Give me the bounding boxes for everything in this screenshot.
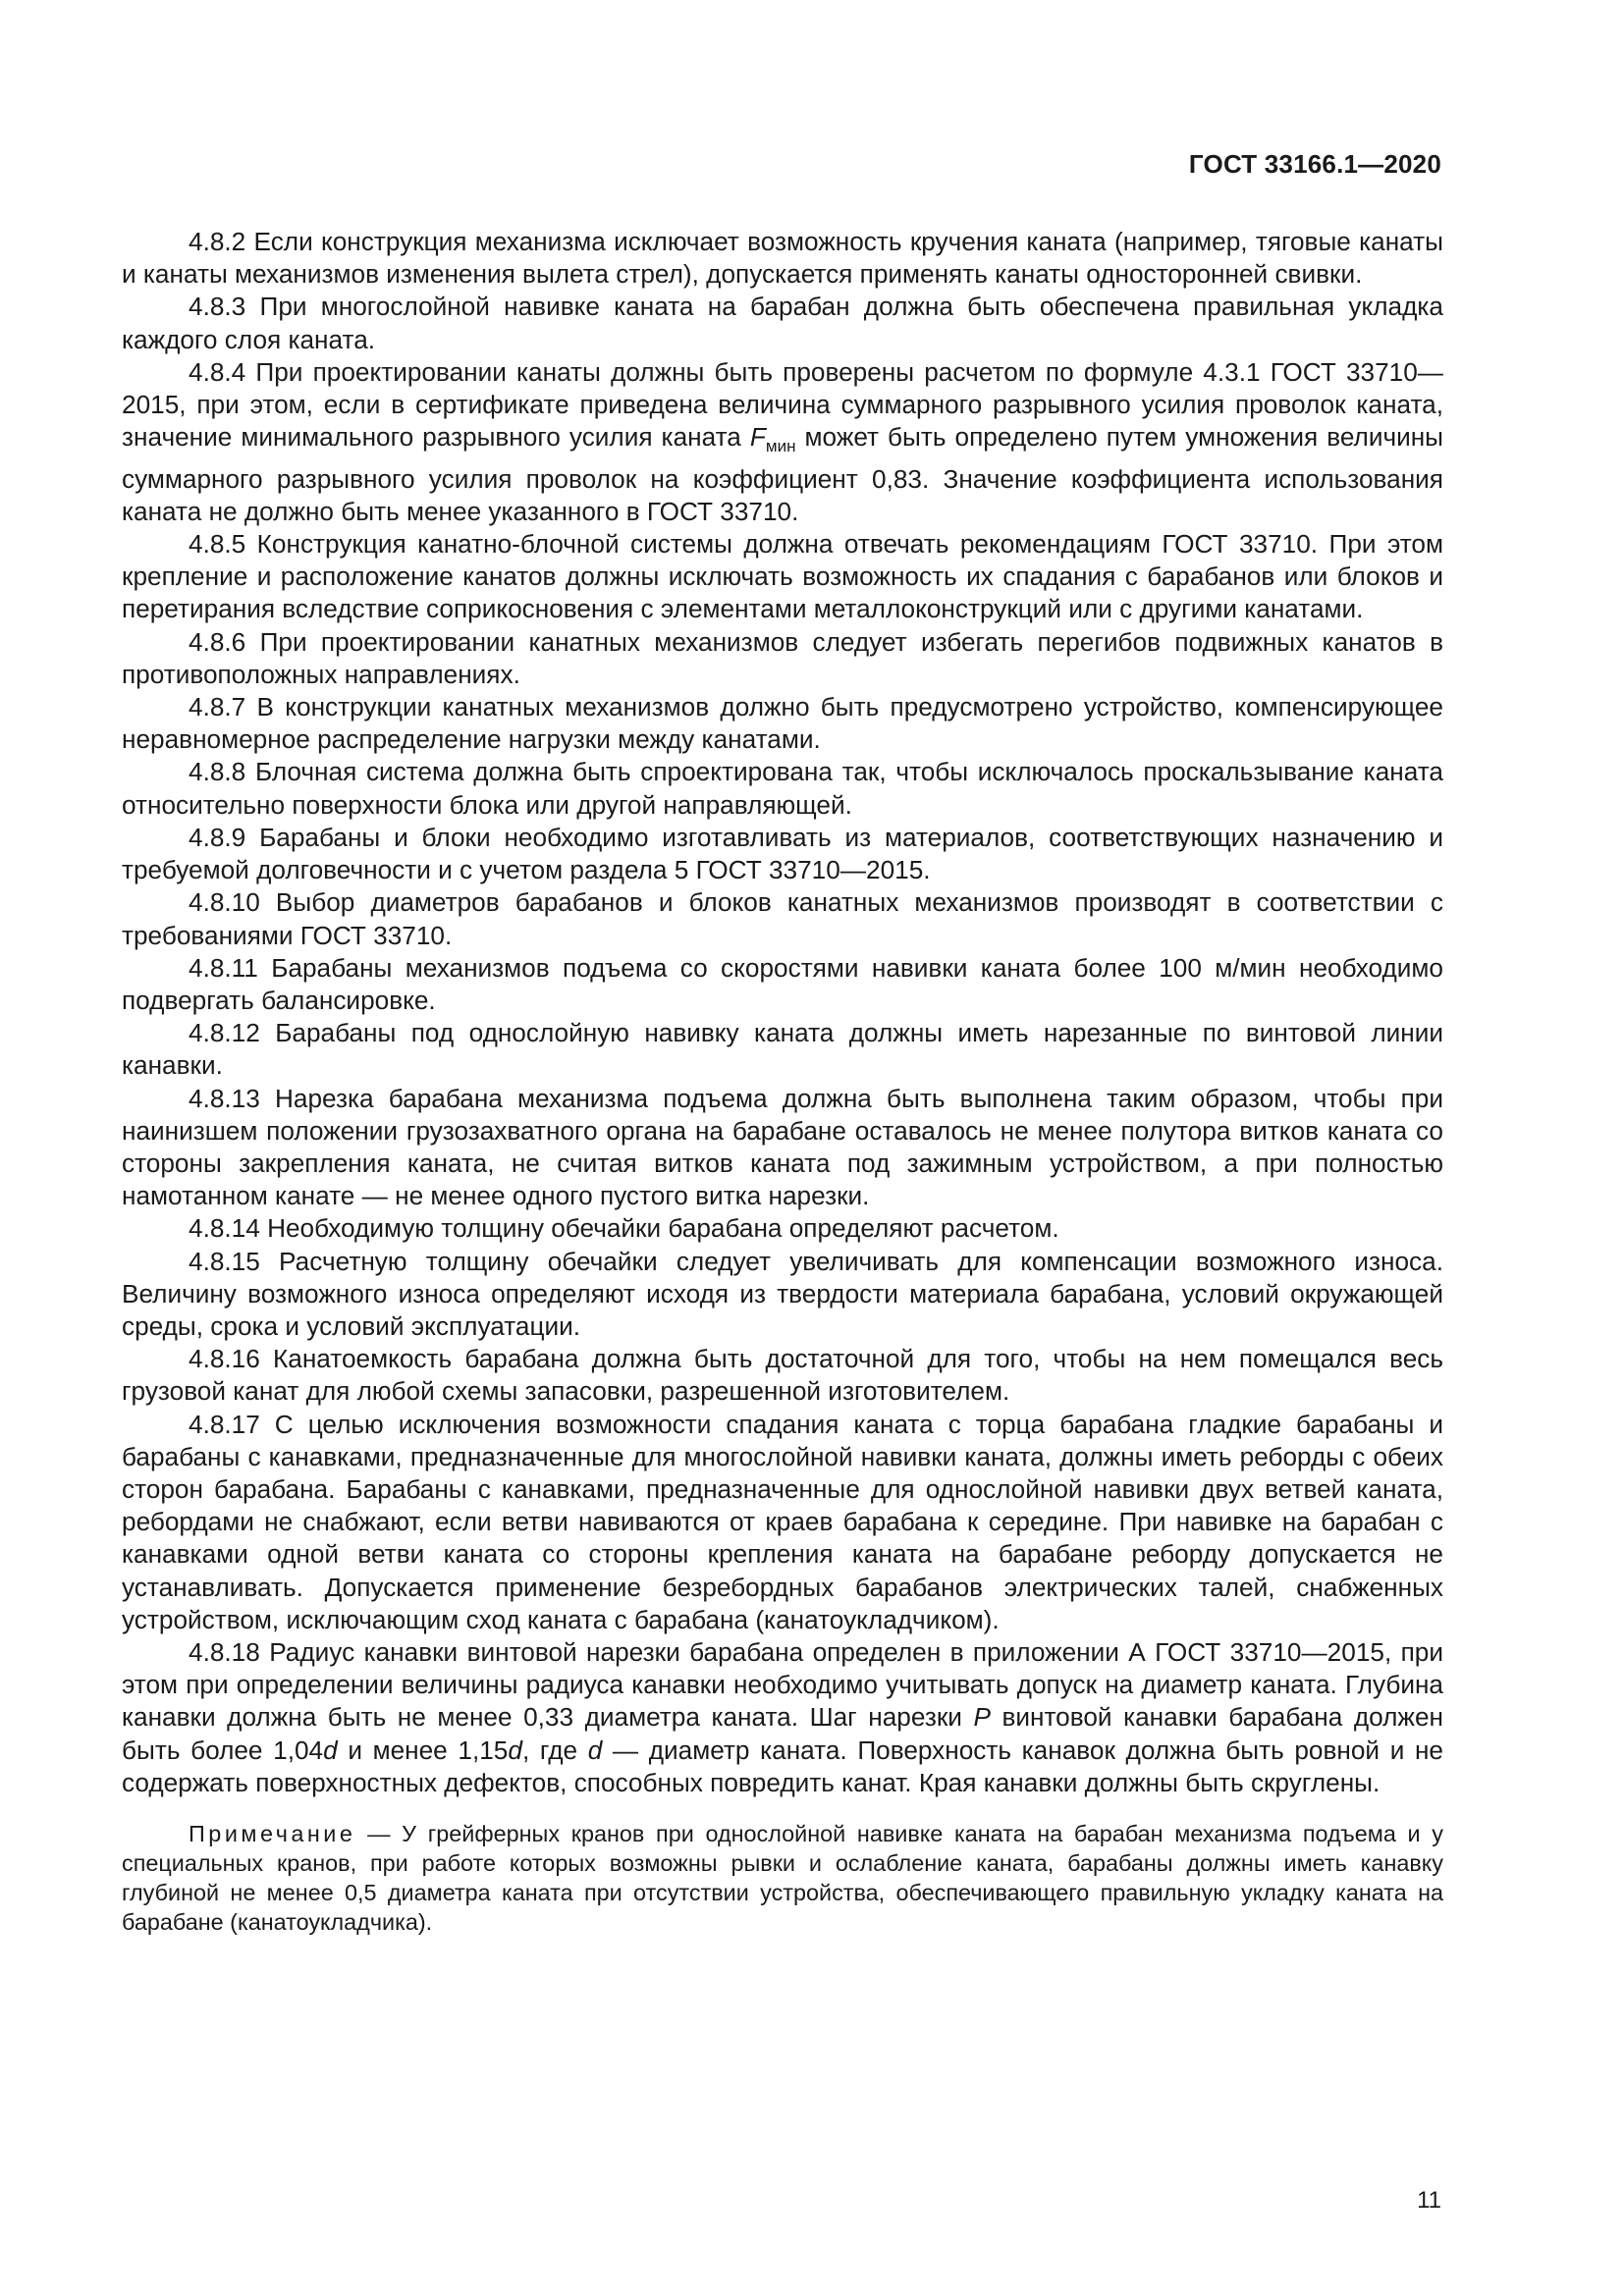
subscript-min: мин [765, 437, 796, 456]
symbol-p: P [973, 1702, 991, 1733]
clause-4-8-18-text-1: 4.8.18 Радиус канавки винтовой нарезки барабана определен в приложении А ГОСТ 33710—2015, при этом при определении величины радиуса канавки необходимо учитывать допуск на диаметр каната. Глубина канавки должна быть не менее 0,33 диаметра каната. Шаг нарезки [122, 1636, 1443, 1733]
clause-4-8-9: 4.8.9 Барабаны и блоки необходимо изготавливать из материалов, соответствующих назначению и требуемой долговечности и с учетом раздела 5 ГОСТ 33710—2015. [122, 822, 1443, 885]
clause-4-8-2: 4.8.2 Если конструкция механизма исключает возможность кручения каната (например, тяговые канаты и канаты механизмов изменения вылета стрел), допускается применять канаты односторонней свивки. [122, 227, 1443, 290]
clause-4-8-4-text-b: может быть определено путем умножения величины суммарного разрывного усилия проволок на коэффициент 0,83. Значение коэффициента использования каната не должно быть менее указанного в ГОСТ 33710. [122, 422, 1444, 526]
clause-4-8-4 [122, 356, 1443, 528]
symbol-f: F [749, 422, 766, 453]
clause-4-8-6: 4.8.6 При проектировании канатных механизмов следует избегать перегибов подвижных канатов в противоположных направлениях. [122, 626, 1443, 689]
clause-4-8-3: 4.8.3 При многослойной навивке каната на барабан должна быть обеспечена правильная укладка каждого слоя каната. [122, 292, 1443, 354]
clause-4-8-15: 4.8.15 Расчетную толщину обечайки следует увеличивать для компенсации возможного износа. Величину возможного износа определяют исходя из твердости материала барабана, условий окружающей среды, срока и условий эксплуатации. [122, 1246, 1443, 1341]
clause-4-8-13: 4.8.13 Нарезка барабана механизма подъема должна быть выполнена таким образом, чтобы при наинизшем положении грузозахватного органа на барабане оставалось не менее полутора витков каната со стороны закрепления каната, не считая витков каната под зажимным устройством, а при полностью намотанном канате — не менее одного пустого витка нарезки. [122, 1083, 1443, 1211]
clause-4-8-10: 4.8.10 Выбор диаметров барабанов и блоков канатных механизмов производят в соответствии с требованиями ГОСТ 33710. [122, 887, 1443, 950]
document-code: ГОСТ 33166.1—2020 [1188, 149, 1441, 179]
clause-4-8-14: 4.8.14 Необходимую толщину обечайки барабана определяют расчетом. [189, 1213, 1059, 1244]
clause-4-8-11: 4.8.11 Барабаны механизмов подъема со скоростями навивки каната более 100 м/мин необходимо подвергать балансировке. [122, 952, 1443, 1015]
symbol-d: d [508, 1735, 522, 1765]
clause-4-8-18-text-2: винтовой канавки барабана должен быть более 1,04 [122, 1702, 1443, 1765]
symbol-d: d [323, 1735, 338, 1765]
clause-4-8-18-text-5: — диаметр каната. Поверхность канавок должна быть ровной и не содержать поверхностных дефектов, способных повредить канат. Края канавки должны быть скруглены. [122, 1735, 1443, 1797]
clause-4-8-8: 4.8.8 Блочная система должна быть спроектирована так, чтобы исключалось проскальзывание каната относительно поверхности блока или другой направляющей. [122, 757, 1443, 820]
clause-4-8-7: 4.8.7 В конструкции канатных механизмов должно быть предусмотрено устройство, компенсирующее неравномерное распределение нагрузки между канатами. [122, 692, 1443, 755]
clause-4-8-4-text-a: 4.8.4 При проектировании канаты должны быть проверены расчетом по формуле 4.3.1 ГОСТ 33710—2015, при этом, если в сертификате приведена величина суммарного разрывного усилия проволок каната, значение минимального разрывного усилия каната [122, 356, 1443, 453]
clause-4-8-16: 4.8.16 Канатоемкость барабана должна быть достаточной для того, чтобы на нем помещался весь грузовой канат для любой схемы запасовки, разрешенной изготовителем. [122, 1344, 1443, 1407]
note-label: Примечание [189, 1820, 356, 1846]
clause-4-8-18 [122, 1636, 1443, 1799]
note-block [122, 1819, 1443, 1937]
clause-4-8-18-text-4: , где [521, 1735, 588, 1765]
clause-4-8-17: 4.8.17 С целью исключения возможности спадания каната с торца барабана гладкие барабаны и барабаны с канавками, предназначенные для многослойной навивки каната, должны иметь реборды с обеих сторон барабана. Барабаны с канавками, предназначенные для однослойной навивки двух ветвей каната, ребордами не снабжают, если ветви навиваются от краев барабана к середине. При навивке на барабан с канавками одной ветви каната со стороны крепления каната на барабане реборду допускается не устанавливать. Допускается применение безребордных барабанов электрических талей, снабженных устройством, исключающим сход каната с барабана (канатоукладчиком). [122, 1409, 1443, 1634]
note-text: — У грейферных кранов при однослойной навивке каната на барабан механизма подъема и у специальных кранов, при работе которых возможны рывки и ослабление каната, барабаны должны иметь канавку глубиной не менее 0,5 диаметра каната при отсутствии устройства, обеспечивающего правильную укладку каната на барабане (канатоукладчика). [122, 1820, 1443, 1935]
clause-4-8-5: 4.8.5 Конструкция канатно-блочной системы должна отвечать рекомендациям ГОСТ 33710. При этом крепление и расположение канатов должны исключать возможность их спадания с барабанов или блоков и перетирания вследствие соприкосновения с элементами металлоконструкций или с другими канатами. [122, 529, 1443, 624]
clause-4-8-12: 4.8.12 Барабаны под однослойную навивку каната должны иметь нарезанные по винтовой линии канавки. [122, 1018, 1443, 1081]
main-content [122, 226, 1443, 1959]
page-number: 11 [1417, 2187, 1441, 2214]
clause-4-8-18-text-3: и менее 1,15 [337, 1735, 509, 1765]
symbol-d: d [587, 1735, 603, 1765]
